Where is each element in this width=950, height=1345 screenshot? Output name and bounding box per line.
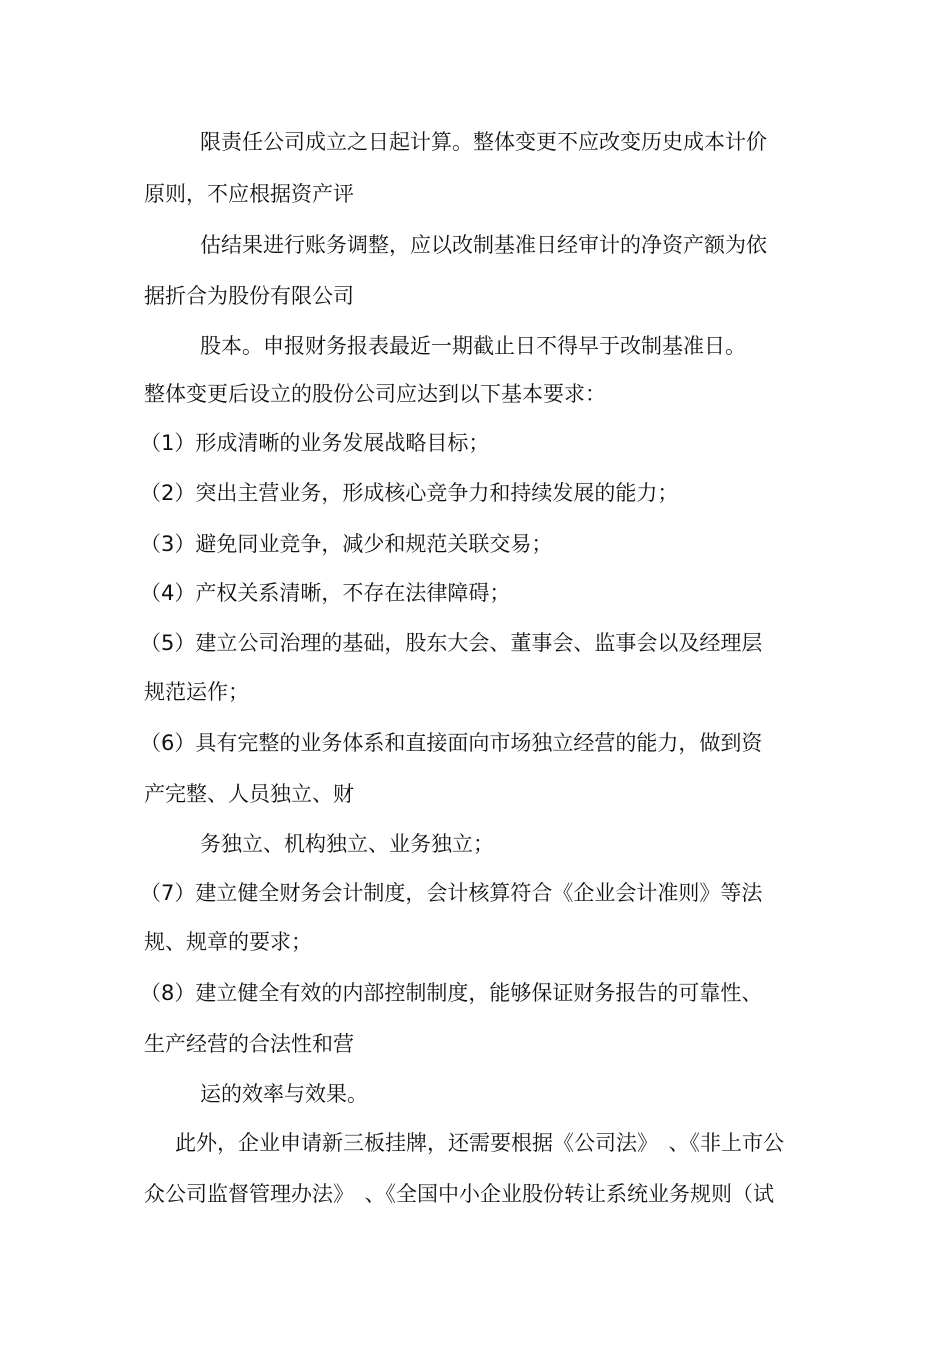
text-line: 据折合为股份有限公司 [144,284,354,308]
list-item: （7）建立健全财务会计制度，会计核算符合《企业会计准则》等法 [140,881,763,905]
text-line: 原则，不应根据资产评 [144,182,354,206]
text-line: 此外，企业申请新三板挂牌，还需要根据《公司法》 、《非上市公 [175,1131,784,1155]
list-item: （3）避免同业竞争，减少和规范关联交易； [140,532,553,556]
list-item: （1）形成清晰的业务发展战略目标； [140,431,490,455]
list-item: （6）具有完整的业务体系和直接面向市场独立经营的能力，做到资 [140,731,763,755]
text-line: 整体变更后设立的股份公司应达到以下基本要求： [144,382,606,406]
text-line: 估结果进行账务调整，应以改制基准日经审计的净资产额为依 [200,233,767,257]
text-line: 众公司监督管理办法》 、《全国中小企业股份转让系统业务规则（试 [144,1182,774,1206]
text-line: 务独立、机构独立、业务独立； [200,832,494,856]
text-line: 股本。申报财务报表最近一期截止日不得早于改制基准日。 [200,334,746,358]
list-item: （5）建立公司治理的基础，股东大会、董事会、监事会以及经理层 [140,631,763,655]
list-item: （4）产权关系清晰，不存在法律障碍； [140,581,511,605]
list-item: （8）建立健全有效的内部控制制度，能够保证财务报告的可靠性、 [140,981,763,1005]
text-line: 产完整、人员独立、财 [144,782,354,806]
text-line: 限责任公司成立之日起计算。整体变更不应改变历史成本计价 [200,130,767,154]
text-line: 生产经营的合法性和营 [144,1032,354,1056]
text-line: 运的效率与效果。 [200,1082,368,1106]
text-line: 规范运作； [144,680,249,704]
text-line: 规、规章的要求； [144,930,312,954]
list-item: （2）突出主营业务，形成核心竞争力和持续发展的能力； [140,481,679,505]
